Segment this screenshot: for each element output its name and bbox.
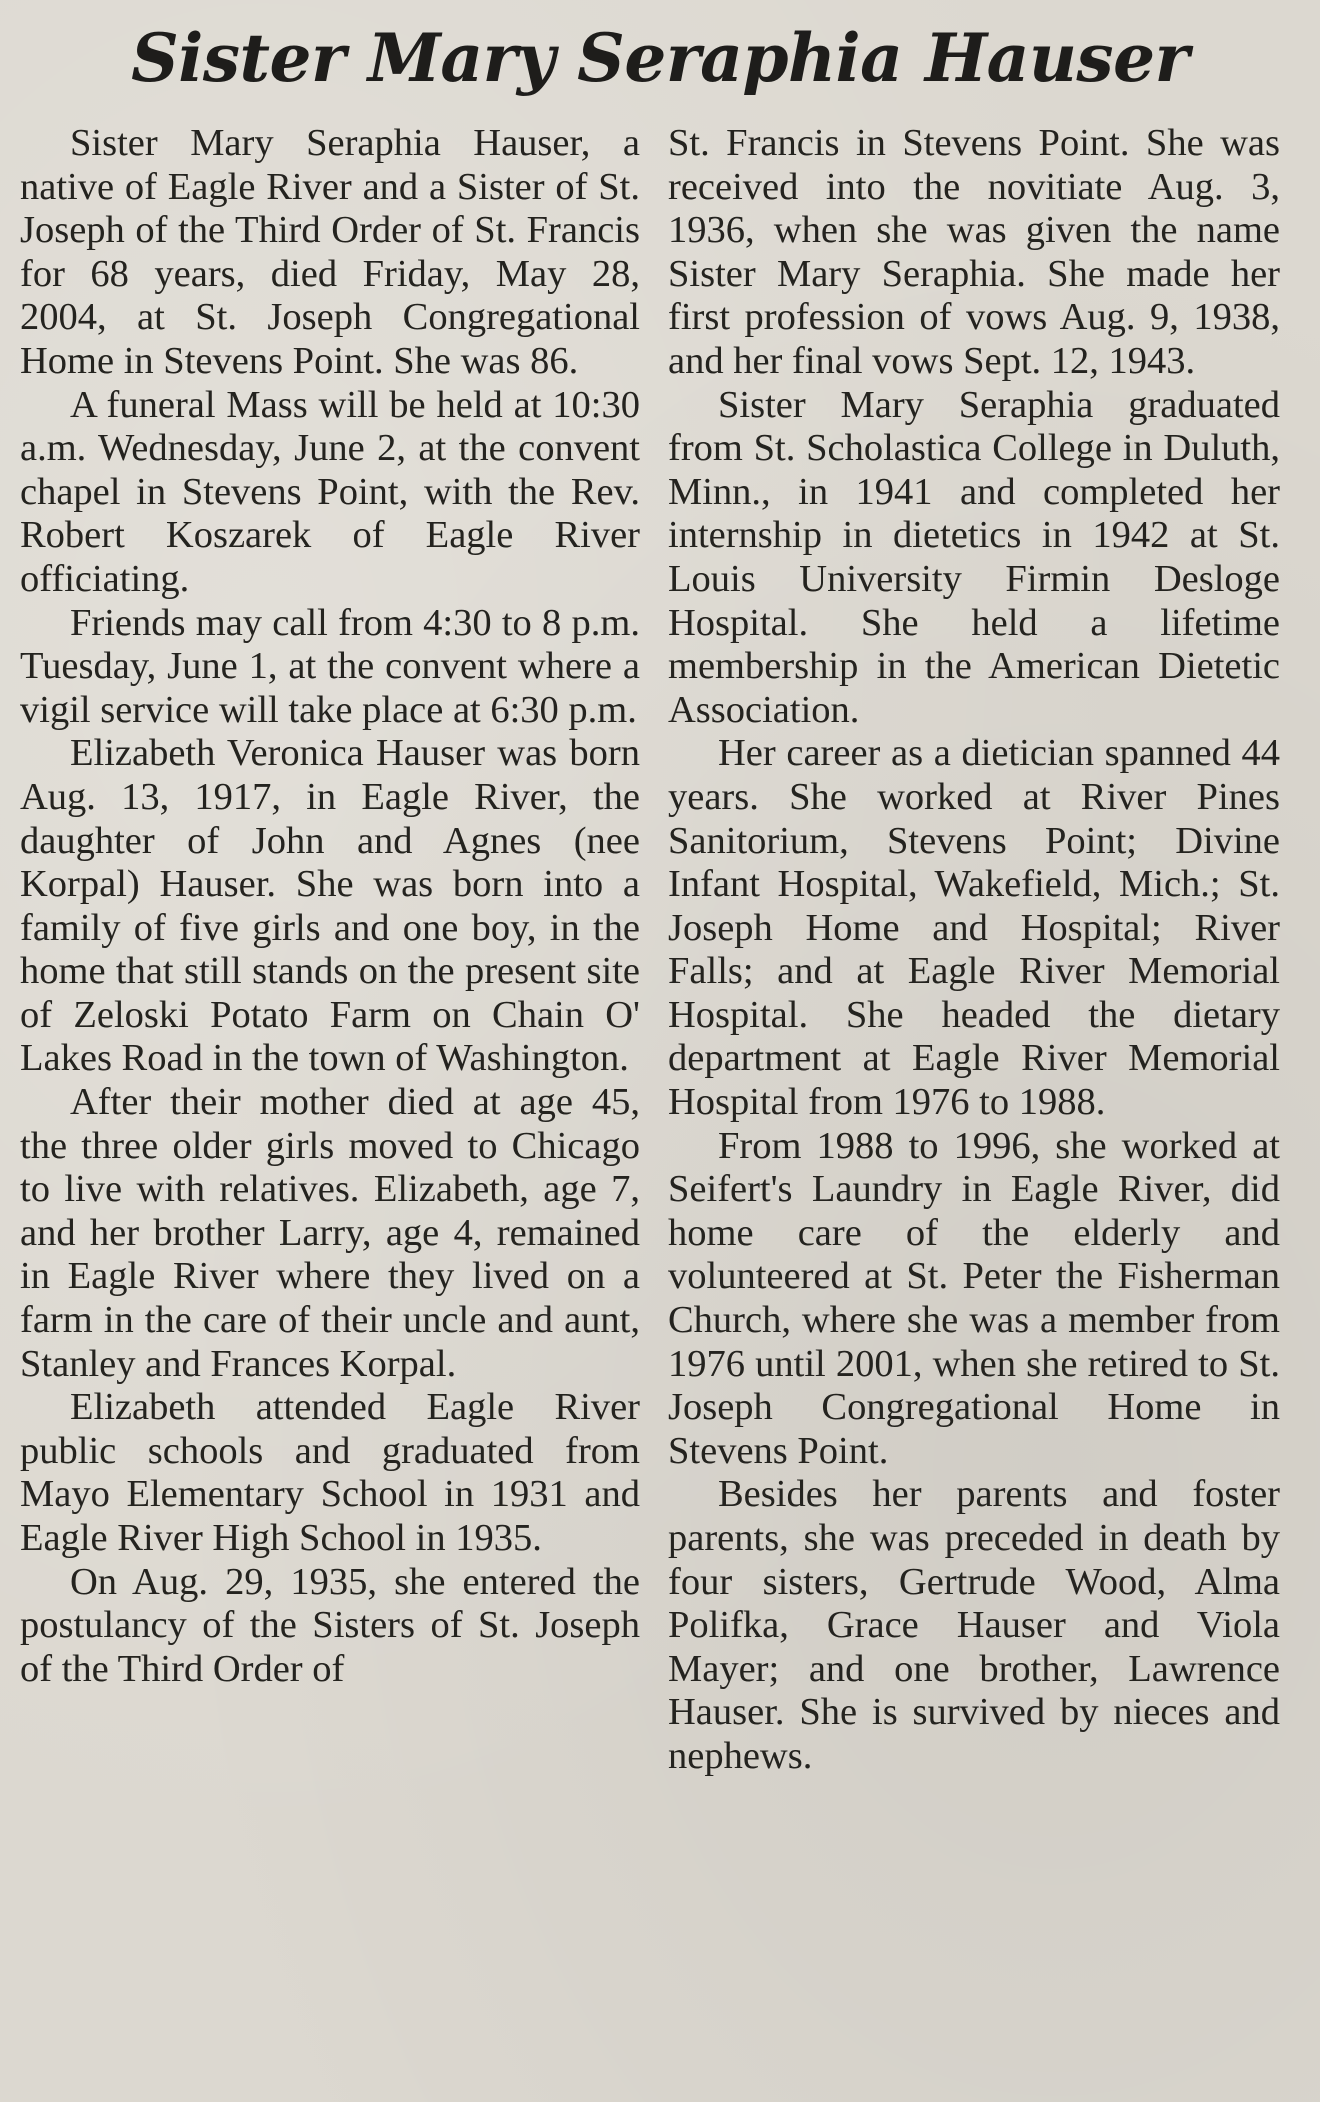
paragraph: A funeral Mass will be held at 10:30 a.m. Wednesday, June 2, at the convent chapel in Stevens Point, with the Rev. Robert Koszarek of Eagle River officiating. bbox=[20, 383, 640, 600]
paragraph: Sister Mary Seraphia graduated from St. Scholastica College in Duluth, Minn., in 1941 and completed her internship in dietetics in 1942 at St. Louis University Firmin Desloge Hospital. She held a lifetime membership in the American Dietetic Association. bbox=[668, 383, 1280, 731]
paragraph: Sister Mary Seraphia Hauser, a native of Eagle River and a Sister of St. Joseph of the Third Order of St. Francis for 68 years, died Friday, May 28, 2004, at St. Joseph Congregational Home in Stevens Point. She was 86. bbox=[20, 122, 640, 382]
paragraph: Besides her parents and foster parents, she was preceded in death by four sisters, Gertrude Wood, Alma Polifka, Grace Hauser and Viola Mayer; and one brother, Lawrence Hauser. She is survived by nieces and nephews. bbox=[668, 1473, 1280, 1777]
paragraph: On Aug. 29, 1935, she entered the postulancy of the Sisters of St. Joseph of the Third Order of bbox=[20, 1560, 640, 1690]
right-column bbox=[668, 122, 1280, 1779]
paragraph: Elizabeth attended Eagle River public schools and graduated from Mayo Elementary School in 1931 and Eagle River High School in 1935. bbox=[20, 1386, 640, 1559]
paragraph: From 1988 to 1996, she worked at Seifert's Laundry in Eagle River, did home care of the elderly and volunteered at St. Peter the Fisherman Church, where she was a member from 1976 until 2001, when she retired to St. Joseph Congregational Home in Stevens Point. bbox=[668, 1124, 1280, 1472]
paragraph: After their mother died at age 45, the three older girls moved to Chicago to live with relatives. Elizabeth, age 7, and her brother Larry, age 4, remained in Eagle River where they lived on a farm in the care of their uncle and aunt, Stanley and Frances Korpal. bbox=[20, 1081, 640, 1385]
obituary-headline: Sister Mary Seraphia Hauser bbox=[131, 19, 1189, 97]
paragraph: St. Francis in Stevens Point. She was received into the novitiate Aug. 3, 1936, when she was given the name Sister Mary Seraphia. She made her first profession of vows Aug. 9, 1938, and her final vows Sept. 12, 1943. bbox=[668, 122, 1280, 382]
paragraph: Elizabeth Veronica Hauser was born Aug. 13, 1917, in Eagle River, the daughter of John and Agnes (nee Korpal) Hauser. She was born into a family of five girls and one boy, in the home that still stands on the present site of Zeloski Potato Farm on Chain O' Lakes Road in the town of Washington. bbox=[20, 732, 640, 1080]
left-column bbox=[20, 122, 640, 1691]
paragraph: Her career as a dietician spanned 44 years. She worked at River Pines Sanitorium, Stevens Point; Divine Infant Hospital, Wakefield, Mich.; St. Joseph Home and Hospital; River Falls; and at Eagle River Memorial Hospital. She headed the dietary department at Eagle River Memorial Hospital from 1976 to 1988. bbox=[668, 732, 1280, 1124]
paragraph: Friends may call from 4:30 to 8 p.m. Tuesday, June 1, at the convent where a vigil service will take place at 6:30 p.m. bbox=[20, 601, 640, 731]
